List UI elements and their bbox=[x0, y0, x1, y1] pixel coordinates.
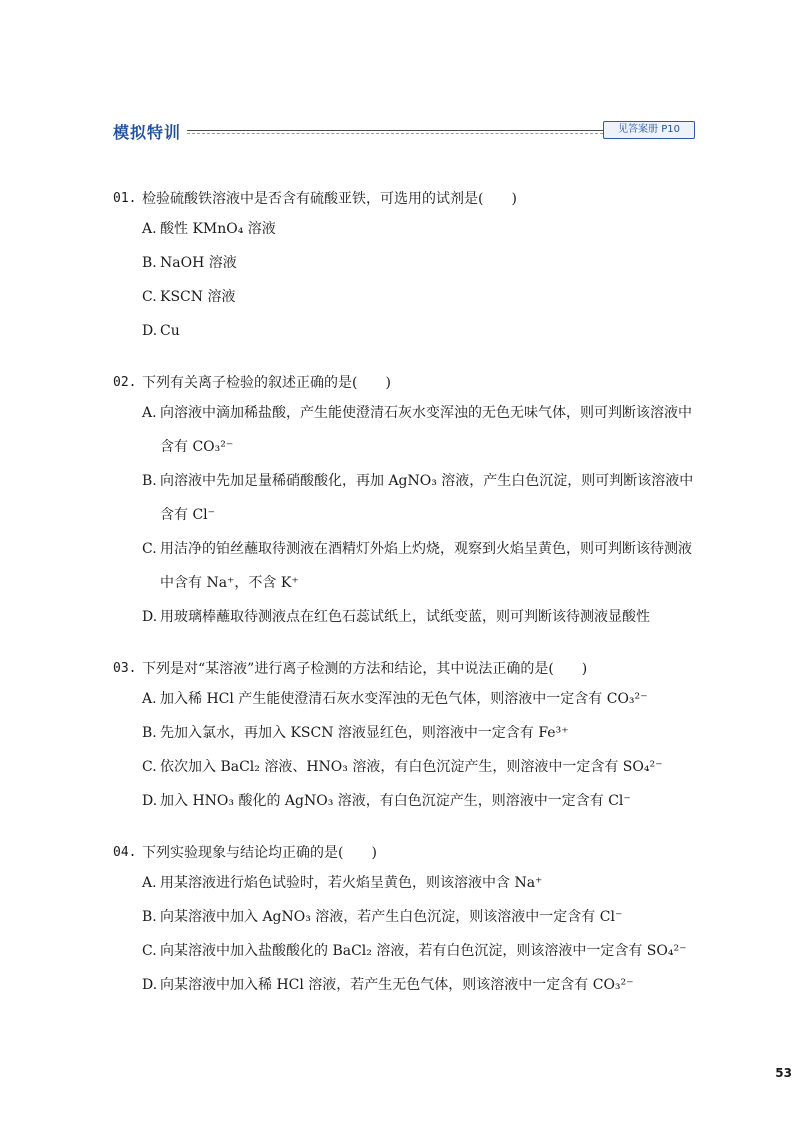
option-text: KSCN 溶液 bbox=[160, 289, 236, 305]
option-text: 向溶液中滴加稀盐酸，产生能使澄清石灰水变浑浊的无色无味气体，则可判断该溶液中含有 CO₃²⁻ bbox=[160, 405, 692, 455]
option-text: 酸性 KMnO₄ 溶液 bbox=[160, 221, 276, 237]
question-number: 03. bbox=[113, 661, 137, 676]
option-c bbox=[142, 280, 703, 314]
options bbox=[113, 682, 703, 818]
option-d bbox=[142, 314, 703, 348]
option-text: 加入 HNO₃ 酸化的 AgNO₃ 溶液，有白色沉淀产生，则溶液中一定含有 Cl⁻ bbox=[160, 793, 631, 809]
question-2 bbox=[113, 370, 703, 634]
option-a bbox=[142, 212, 703, 246]
option-a bbox=[142, 866, 703, 900]
question-4 bbox=[113, 840, 703, 1002]
option-text: 用玻璃棒蘸取待测液点在红色石蕊试纸上，试纸变蓝，则可判断该待测液显酸性 bbox=[160, 609, 650, 625]
header-divider bbox=[187, 130, 603, 131]
question-text: 下列是对“某溶液”进行离子检测的方法和结论，其中说法正确的是( ) bbox=[142, 661, 588, 677]
option-label: C. bbox=[142, 759, 157, 775]
option-label: D. bbox=[142, 609, 158, 625]
option-label: D. bbox=[142, 977, 158, 993]
section-title: 模拟特训 bbox=[113, 123, 182, 142]
question-number: 04. bbox=[113, 845, 137, 860]
option-text: 先加入氯水，再加入 KSCN 溶液显红色，则溶液中一定含有 Fe³⁺ bbox=[160, 725, 569, 741]
option-label: A. bbox=[142, 221, 157, 237]
option-label: C. bbox=[142, 541, 157, 557]
option-text: Cu bbox=[160, 323, 180, 339]
question-stem bbox=[113, 656, 703, 682]
options bbox=[113, 866, 703, 1002]
options bbox=[113, 396, 703, 634]
option-label: D. bbox=[142, 793, 158, 809]
option-label: D. bbox=[142, 323, 158, 339]
option-label: B. bbox=[142, 255, 157, 271]
question-3 bbox=[113, 656, 703, 818]
option-d bbox=[142, 784, 703, 818]
options bbox=[113, 212, 703, 348]
option-b bbox=[142, 716, 703, 750]
option-text: 向某溶液中加入 AgNO₃ 溶液，若产生白色沉淀，则该溶液中一定含有 Cl⁻ bbox=[160, 909, 623, 925]
question-stem bbox=[113, 840, 703, 866]
option-text: 用洁净的铂丝蘸取待测液在酒精灯外焰上灼烧，观察到火焰呈黄色，则可判断该待测液中含有 Na⁺，不含 K⁺ bbox=[160, 541, 692, 591]
answer-reference-tag: 见答案册 P10 bbox=[603, 121, 695, 139]
question-text: 检验硫酸铁溶液中是否含有硫酸亚铁，可选用的试剂是( ) bbox=[142, 191, 517, 207]
option-b bbox=[142, 900, 703, 934]
option-label: A. bbox=[142, 405, 157, 421]
question-text: 下列实验现象与结论均正确的是( ) bbox=[142, 845, 377, 861]
option-c bbox=[142, 934, 703, 968]
option-text: 依次加入 BaCl₂ 溶液、HNO₃ 溶液，有白色沉淀产生，则溶液中一定含有 SO₄²⁻ bbox=[160, 759, 663, 775]
option-d bbox=[142, 600, 703, 634]
option-c bbox=[142, 532, 703, 600]
question-text: 下列有关离子检验的叙述正确的是( ) bbox=[142, 375, 391, 391]
option-label: C. bbox=[142, 289, 157, 305]
option-text: 用某溶液进行焰色试验时，若火焰呈黄色，则该溶液中含 Na⁺ bbox=[160, 875, 543, 891]
page-number: 53 bbox=[775, 1066, 792, 1080]
option-text: 向溶液中先加足量稀硝酸酸化，再加 AgNO₃ 溶液，产生白色沉淀，则可判断该溶液中含有 Cl⁻ bbox=[160, 473, 694, 523]
option-text: 向某溶液中加入盐酸酸化的 BaCl₂ 溶液，若有白色沉淀，则该溶液中一定含有 SO₄²⁻ bbox=[160, 943, 687, 959]
option-a bbox=[142, 682, 703, 716]
option-label: A. bbox=[142, 691, 157, 707]
option-text: 向某溶液中加入稀 HCl 溶液，若产生无色气体，则该溶液中一定含有 CO₃²⁻ bbox=[160, 977, 634, 993]
question-list bbox=[113, 186, 703, 1024]
question-1 bbox=[113, 186, 703, 348]
section-header bbox=[113, 120, 695, 144]
option-b bbox=[142, 464, 703, 532]
option-text: 加入稀 HCl 产生能使澄清石灰水变浑浊的无色气体，则溶液中一定含有 CO₃²⁻ bbox=[160, 691, 648, 707]
option-label: B. bbox=[142, 473, 157, 489]
option-label: B. bbox=[142, 725, 157, 741]
question-stem bbox=[113, 186, 703, 212]
option-text: NaOH 溶液 bbox=[160, 255, 237, 271]
option-label: C. bbox=[142, 943, 157, 959]
question-stem bbox=[113, 370, 703, 396]
option-b bbox=[142, 246, 703, 280]
question-number: 01. bbox=[113, 191, 137, 206]
option-d bbox=[142, 968, 703, 1002]
option-a bbox=[142, 396, 703, 464]
option-label: B. bbox=[142, 909, 157, 925]
option-label: A. bbox=[142, 875, 157, 891]
option-c bbox=[142, 750, 703, 784]
question-number: 02. bbox=[113, 375, 137, 390]
